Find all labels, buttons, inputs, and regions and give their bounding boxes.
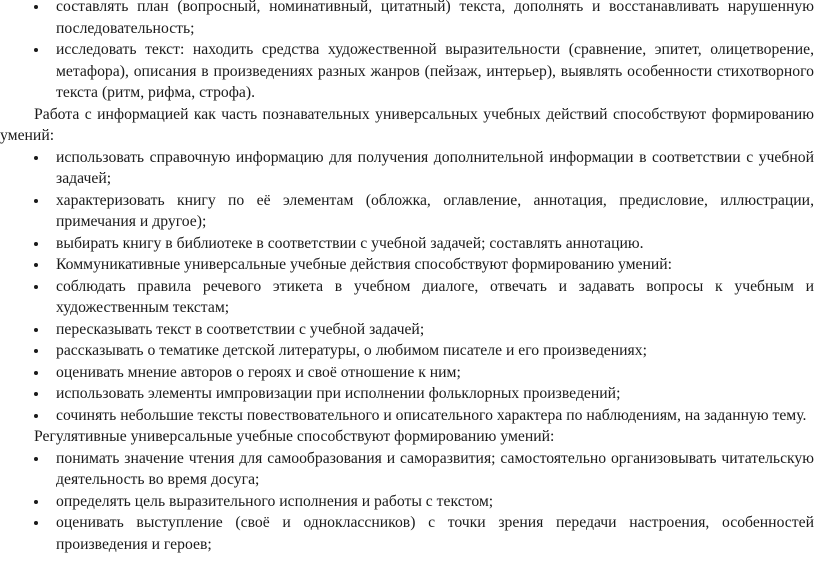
list-item: оценивать выступление (своё и одноклассников) с точки зрения передачи настроения, особенностей произведения и героев; (0, 512, 816, 555)
list-item: понимать значение чтения для самообразования и саморазвития; самостоятельно организовывать читательскую деятельность во время досуга; (0, 448, 816, 491)
list-item: составлять план (вопросный, номинативный, цитатный) текста, дополнять и восстанавливать нарушенную последовательность; (0, 0, 816, 39)
list-item: оценивать мнение авторов о героях и своё отношение к ним; (0, 362, 816, 384)
paragraph-info-work: Работа с информацией как часть познавательных универсальных учебных действий способствуют формированию умений: (0, 105, 814, 144)
list-item: рассказывать о тематике детской литературы, о любимом писателе и его произведениях; (0, 340, 816, 362)
list-item: определять цель выразительного исполнения и работы с текстом; (0, 491, 816, 513)
list-item: Коммуникативные универсальные учебные действия способствуют формированию умений: (0, 254, 816, 276)
list-item: исследовать текст: находить средства художественной выразительности (сравнение, эпитет, олицетворение, метафора), описания в произведениях разных жанров (пейзаж, интерьер), выявлять особенности стихотворного текста (ритм, рифма, строфа). (0, 39, 816, 104)
list-item: сочинять небольшие тексты повествовательного и описательного характера по наблюдениям, на заданную тему. (0, 405, 816, 427)
list-item: использовать справочную информацию для получения дополнительной информации в соответствии с учебной задачей; (0, 147, 816, 190)
list-item: характеризовать книгу по её элементам (обложка, оглавление, аннотация, предисловие, иллюстрации, примечания и другое); (0, 190, 816, 233)
list-item: пересказывать текст в соответствии с учебной задачей; (0, 319, 816, 341)
list-item: соблюдать правила речевого этикета в учебном диалоге, отвечать и задавать вопросы к учебным и художественным текстам; (0, 276, 816, 319)
paragraph-regulative: Регулятивные универсальные учебные способствуют формированию умений: (34, 428, 555, 445)
list-item: выбирать книгу в библиотеке в соответствии с учебной задачей; составлять аннотацию. (0, 233, 816, 255)
list-item: использовать элементы импровизации при исполнении фольклорных произведений; (0, 383, 816, 405)
